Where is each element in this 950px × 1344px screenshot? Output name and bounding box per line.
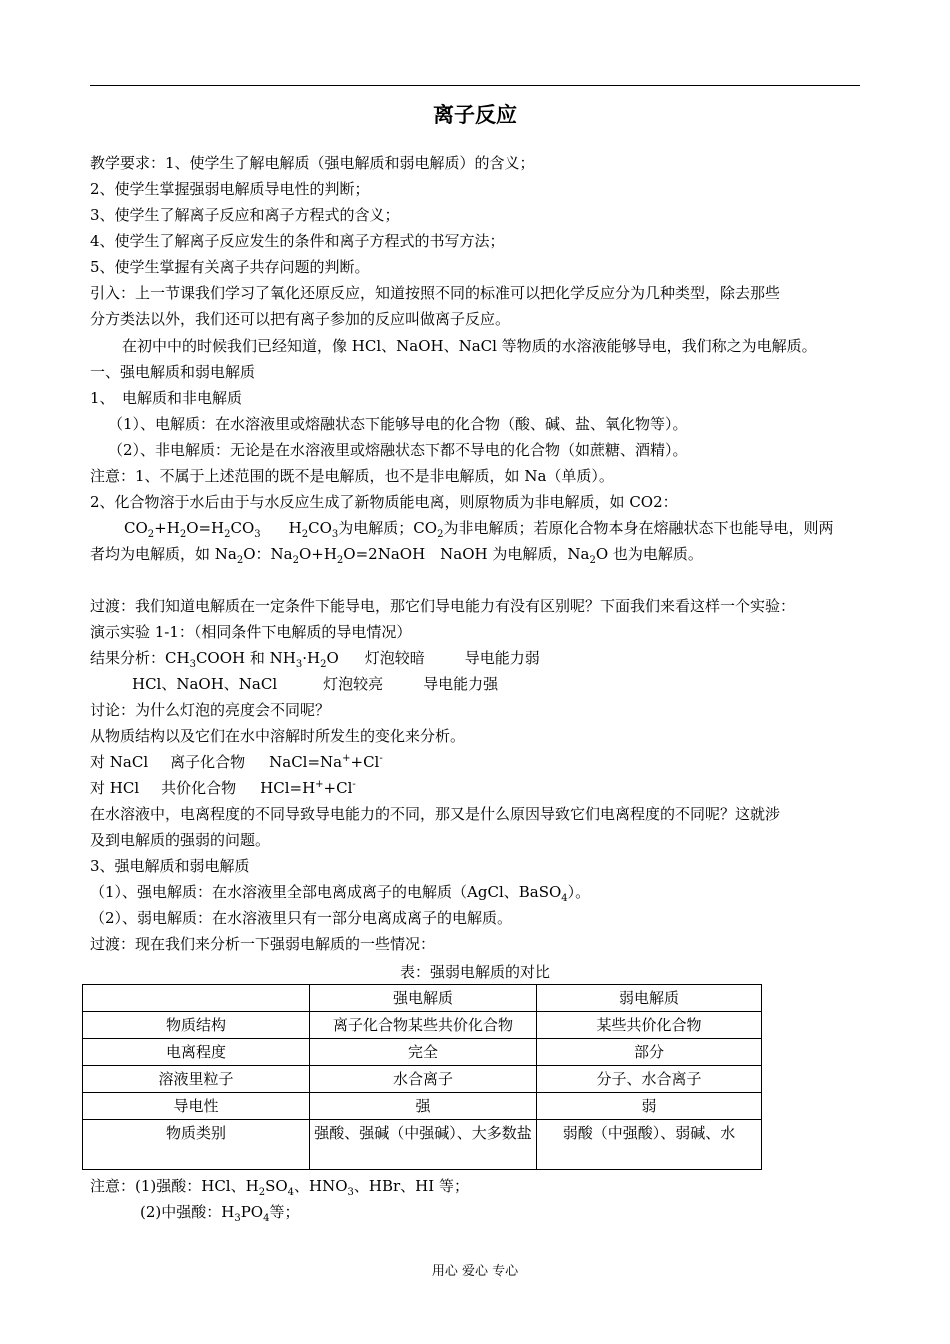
text-line: 在初中中的时候我们已经知道，像 HCl、NaOH、NaCl 等物质的水溶液能够导电，我们称之为电解质。 [122, 337, 817, 355]
section-heading: 一、强电解质和弱电解质 [90, 363, 256, 381]
text-line: 5、使学生掌握有关离子共存问题的判断。 [90, 258, 370, 276]
table-cell: 某些共价化合物 [537, 1012, 762, 1039]
table-cell: 水合离子 [310, 1066, 537, 1093]
text-line: 分方类法以外，我们还可以把有离子参加的反应叫做离子反应。 [90, 310, 511, 328]
table-cell: 导电性 [83, 1093, 310, 1120]
text-line: 过渡：我们知道电解质在一定条件下能导电，那它们导电能力有没有区别呢？下面我们来看这样一个实验： [90, 597, 796, 615]
equation-line: $CO_2+H_2O=H_2CO_3$ $H_2CO_3$为电解质；$CO_2$为非电解质；若原化合物本身在熔融状态下也能导电，则两 [124, 519, 834, 540]
text-line: 结果分析：$CH_3COOH$ 和 $NH_3\cdot H_2O$ 灯泡较暗 导电能力弱 [90, 649, 540, 670]
table-row [83, 1120, 762, 1170]
text-line: （1）、强电解质：在水溶液里全部电离成离子的电解质（AgCl、BaSO$_4$）。 [90, 883, 591, 904]
text-line: （2）、非电解质：无论是在水溶液里或熔融状态下都不导电的化合物（如蔗糖、酒精）。 [108, 441, 688, 459]
text-line: 讨论：为什么灯泡的亮度会不同呢？ [90, 701, 331, 719]
table-cell: 弱电解质 [537, 985, 762, 1012]
text-line: （2）、弱电解质：在水溶液里只有一部分电离成离子的电解质。 [90, 909, 513, 927]
table-cell: 物质结构 [83, 1012, 310, 1039]
text-line: 引入：上一节课我们学习了氧化还原反应，知道按照不同的标准可以把化学反应分为几种类型，除去那些 [90, 284, 781, 302]
text-line: 从物质结构以及它们在水中溶解时所发生的变化来分析。 [90, 727, 466, 745]
text-line: 注意：(1)强酸：HCl、$H_2SO_4$、$HNO_3$、HBr、HI 等； [90, 1177, 469, 1198]
table-cell: 部分 [537, 1039, 762, 1066]
text-line: 4、使学生了解离子反应发生的条件和离子方程式的书写方法； [90, 232, 505, 250]
page-footer: 用心 爱心 专心 [431, 1264, 519, 1279]
comparison-table [82, 984, 762, 1170]
text-line: HCl、NaOH、NaCl 灯泡较亮 导电能力强 [132, 675, 499, 693]
text-line: (2)中强酸：$H_3PO_4$等； [140, 1203, 300, 1224]
text-line: 2、化合物溶于水后由于与水反应生成了新物质能电离，则原物质为非电解质，如 CO2： [90, 493, 678, 511]
table-cell: 弱 [537, 1093, 762, 1120]
table-cell: 分子、水合离子 [537, 1066, 762, 1093]
subsection-heading: 1、 电解质和非电解质 [90, 389, 243, 407]
text-line: 2、使学生掌握强弱电解质导电性的判断； [90, 180, 370, 198]
table-cell: 溶液里粒子 [83, 1066, 310, 1093]
text-line: 注意：1、不属于上述范围的既不是电解质，也不是非电解质，如 Na（单质）。 [90, 467, 614, 485]
subsection-heading: 3、强电解质和弱电解质 [90, 857, 250, 875]
text-line: 演示实验 1-1：（相同条件下电解质的导电情况） [90, 623, 412, 641]
text-line: 对 NaCl 离子化合物 NaCl=Na++Cl- [90, 753, 383, 771]
table-cell: 强 [310, 1093, 537, 1120]
table-cell: 离子化合物某些共价化合物 [310, 1012, 537, 1039]
table-cell: 电离程度 [83, 1039, 310, 1066]
page-title: 离子反应 [433, 103, 517, 127]
table-row [83, 1093, 762, 1120]
table-cell: 强酸、强碱（中强碱）、大多数盐 [310, 1120, 537, 1170]
table-row [83, 1039, 762, 1066]
text-line: 及到电解质的强弱的问题。 [90, 831, 271, 849]
table-cell: 强电解质 [310, 985, 537, 1012]
table-cell: 物质类别 [83, 1120, 310, 1170]
table-caption: 表：强弱电解质的对比 [399, 963, 550, 981]
text-line: 3、使学生了解离子反应和离子方程式的含义； [90, 206, 400, 224]
table-cell: 弱酸（中强酸）、弱碱、水 [537, 1120, 762, 1170]
table-row [83, 1012, 762, 1039]
header-rule [90, 85, 860, 86]
text-line: 在水溶液中，电离程度的不同导致导电能力的不同，那又是什么原因导致它们电离程度的不同呢？这就涉 [90, 805, 781, 823]
text-line: 过渡：现在我们来分析一下强弱电解质的一些情况： [90, 935, 436, 953]
table-header-row [83, 985, 762, 1012]
table-cell [83, 985, 310, 1012]
table-row [83, 1066, 762, 1093]
text-line: 者均为电解质，如 $Na_2O$：$Na_2O+H_2O=2NaOH$ NaOH 为电解质，$Na_2O$ 也为电解质。 [90, 545, 703, 566]
text-line: （1）、电解质：在水溶液里或熔融状态下能够导电的化合物（酸、碱、盐、氧化物等）。 [108, 415, 688, 433]
text-line: 对 HCl 共价化合物 HCl=H++Cl- [90, 779, 356, 797]
table-cell: 完全 [310, 1039, 537, 1066]
text-line: 教学要求：1、使学生了解电解质（强电解质和弱电解质）的含义； [90, 154, 535, 172]
